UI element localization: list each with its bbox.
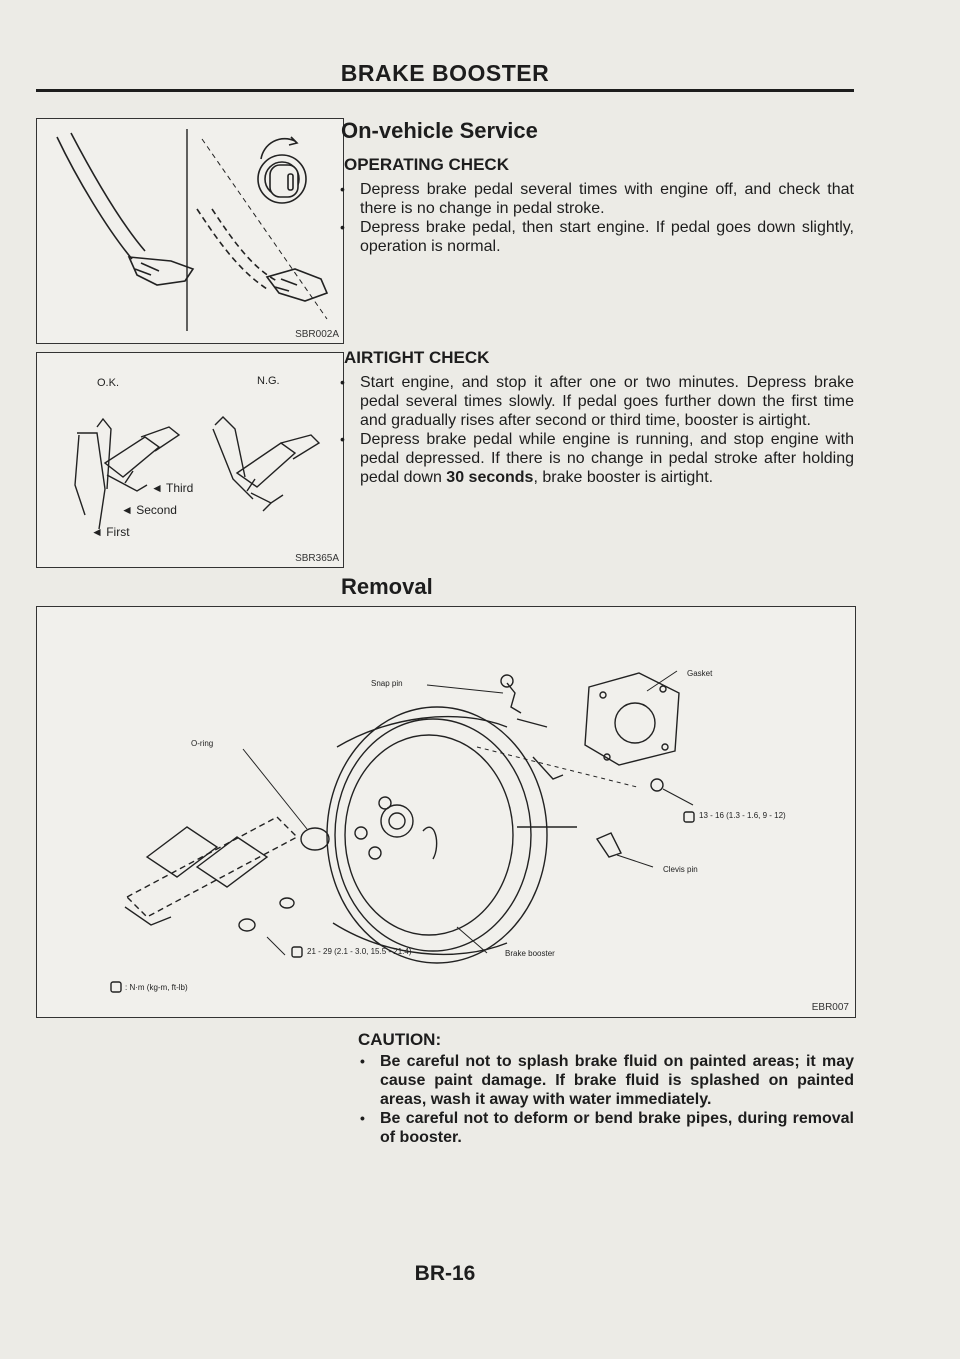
figure-code: EBR007 [811,1002,849,1013]
list-item: • Start engine, and stop it after one or two minutes. Depress brake pedal several times slowly. If pedal goes further down the first time and gradually rises after second or third time, booster is airtight. [338,373,854,430]
o-ring-label: O-ring [191,739,214,748]
list-item: • Depress brake pedal, then start engine. If pedal goes down slightly, operation is normal. [338,218,854,256]
caution-heading: CAUTION: [358,1030,442,1049]
caution-list [358,1052,854,1147]
second-label: ◄ Second [121,503,177,517]
airtight-text-pre: Depress brake pedal while engine is running, and stop engine with pedal depressed. If there is no change in pedal stroke after holding pedal down [360,431,854,486]
airtight-check-heading: AIRTIGHT CHECK [344,348,490,367]
section-heading-removal: Removal [341,574,433,599]
torque-spec-master-cylinder: 21 - 29 (2.1 - 3.0, 15.5 - 21.4) [307,947,412,956]
list-item: • Be careful not to deform or bend brake pipes, during removal of booster. [358,1109,854,1147]
figure-airtight-check [36,352,344,568]
torque-unit-legend: : N·m (kg-m, ft-lb) [125,983,188,992]
list-item [338,430,854,487]
ng-label: N.G. [257,375,280,387]
second-label-text: Second [136,503,177,517]
pedal-operation-illustration [37,119,343,343]
gasket-label: Gasket [687,669,713,678]
page-title: BRAKE BOOSTER [340,60,550,86]
list-item: • Depress brake pedal several times with engine off, and check that there is no change in pedal stroke. [338,180,854,218]
operating-check-heading: OPERATING CHECK [344,155,509,174]
snap-pin-label: Snap pin [371,679,403,688]
first-label: ◄ First [91,525,130,539]
figure-removal-exploded-view [36,606,856,1018]
list-item: • Be careful not to splash brake fluid on painted areas; it may cause paint damage. If brake fluid is splashed on painted areas, wash it away with water immediately. [358,1052,854,1109]
figure-code: SBR365A [295,553,339,564]
section-heading-on-vehicle: On-vehicle Service [341,118,538,143]
header-rule [36,89,854,92]
clevis-pin-label: Clevis pin [663,865,698,874]
airtight-check-illustration [37,353,343,567]
torque-spec-gasket-nuts: 13 - 16 (1.3 - 1.6, 9 - 12) [699,811,786,820]
page-header [36,58,854,92]
third-label: ◄ Third [151,481,194,495]
third-label-text: Third [166,481,194,495]
airtight-check-list [338,373,854,487]
airtight-text-post: , brake booster is airtight. [533,469,714,486]
first-label-text: First [106,525,130,539]
figure-pedal-operation [36,118,344,344]
ok-label: O.K. [97,377,120,389]
operating-check-list [338,180,854,256]
page-number: BR-16 [414,1262,476,1285]
brake-booster-label: Brake booster [505,949,555,958]
figure-code: SBR002A [295,329,339,340]
airtight-text-bold: 30 seconds [446,469,534,486]
